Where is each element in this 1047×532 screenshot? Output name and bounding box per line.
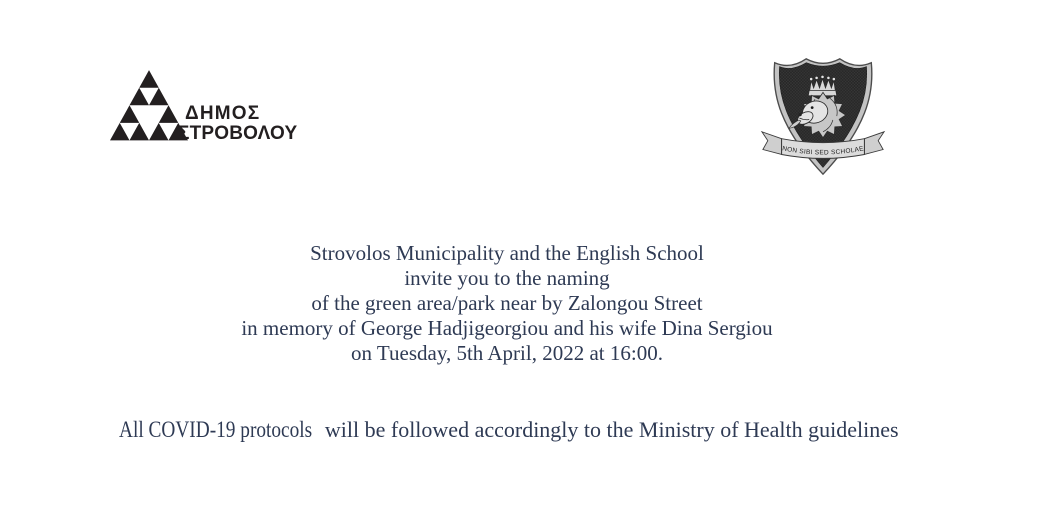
english-school-crest-icon (754, 54, 892, 180)
invitation-text (0, 241, 1014, 366)
crest-motto-text: NON SIBI SED SCHOLAE (781, 145, 865, 157)
municipality-name-line2: ΣΤΡΟΒΟΛΟΥ (178, 123, 298, 144)
covid-notice-rest: will be followed accordingly to the Ministry of Health guidelines (319, 417, 899, 442)
covid-notice-lead: All COVID-19 protocols (119, 417, 313, 442)
invitation-line-5: on Tuesday, 5th April, 2022 at 16:00. (351, 341, 663, 365)
municipality-name-line1: ΔΗΜΟΣ (185, 103, 261, 124)
municipality-triangle-icon (110, 68, 188, 141)
invitation-line-4: in memory of George Hadjigeorgiou and his wife Dina Sergiou (241, 316, 773, 340)
invitation-line-2: invite you to the naming (404, 266, 610, 290)
covid-notice (0, 417, 1018, 443)
invitation-line-1: Strovolos Municipality and the English School (310, 241, 704, 265)
invitation-line-3: of the green area/park near by Zalongou Street (311, 291, 703, 315)
